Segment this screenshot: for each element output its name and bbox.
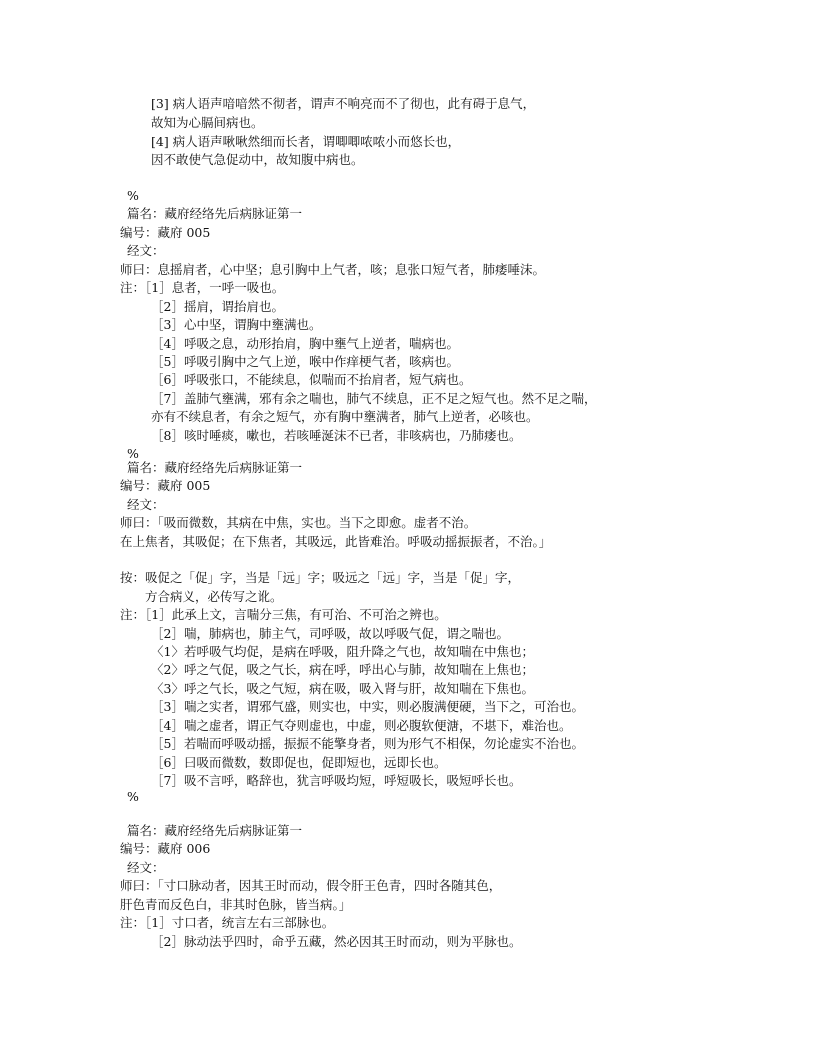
chapter-title: 篇名：藏府经络先后病脉证第一 xyxy=(127,460,303,475)
note-line: 〈2〉呼之气促，吸之气长，病在呼，呼出心与肺，故知喘在上焦也； xyxy=(151,662,534,677)
note-line: ［5］呼吸引胸中之气上逆，喉中作痒梗气者，咳病也。 xyxy=(151,354,459,369)
commentary-line: 按：吸促之「促」字，当是「远」字；吸远之「远」字，当是「促」字， xyxy=(120,570,521,585)
note-line: ［7］盖肺气壅满，邪有余之喘也，肺气不续息，正不足之短气也。然不足之喘， xyxy=(151,391,597,406)
note-line: ［8］咳时唾痰，嗽也，若咳唾涎沫不已者，非咳病也，乃肺痿也。 xyxy=(151,428,522,443)
note-line: 亦有不续息者，有余之短气，亦有胸中壅满者，肺气上逆者，必咳也。 xyxy=(151,409,539,424)
section-separator: % xyxy=(127,446,139,461)
entry-number: 编号：藏府 005 xyxy=(120,478,211,493)
commentary-line: 方合病义，必传写之讹。 xyxy=(145,589,283,604)
chapter-title: 篇名：藏府经络先后病脉证第一 xyxy=(127,823,303,838)
scripture-label: 经文： xyxy=(127,497,165,512)
section-separator: % xyxy=(127,188,139,203)
note-line: ［2］摇肩，谓抬肩也。 xyxy=(151,299,284,314)
note-line: ［5］若喘而呼吸动摇，振振不能擎身者，则为形气不相保，勿论虚实不治也。 xyxy=(151,736,584,751)
scripture-text: 肝色青而反色白，非其时色脉，皆当病。」 xyxy=(120,897,352,912)
entry-number: 编号：藏府 006 xyxy=(120,841,211,856)
note-line: [3] 病人语声喑喑然不彻者，谓声不响亮而不了彻也，此有碍于息气， xyxy=(151,96,536,111)
scripture-label: 经文： xyxy=(127,243,165,258)
note-line: 〈1〉若呼吸气均促，是病在呼吸，阻升降之气也，故知喘在中焦也； xyxy=(151,644,534,659)
note-line: ［2］喘，肺病也，肺主气，司呼吸，故以呼吸气促，谓之喘也。 xyxy=(151,626,509,641)
chapter-title: 篇名：藏府经络先后病脉证第一 xyxy=(127,206,303,221)
scripture-text: 师曰：息摇肩者，心中坚；息引胸中上气者，咳；息张口短气者，肺痿唾沫。 xyxy=(120,262,546,277)
note-line: ［3］心中坚，谓胸中壅满也。 xyxy=(151,317,322,332)
note-line: 故知为心膈间病也。 xyxy=(151,115,264,130)
note-line: 因不敢使气急促动中，故知腹中病也。 xyxy=(151,152,364,167)
note-line: ［3］喘之实者，谓邪气盛，则实也，中实，则必腹满便硬，当下之，可治也。 xyxy=(151,699,584,714)
note-line: ［4］喘之虚者，谓正气夺则虚也，中虚，则必腹软便溏，不堪下，难治也。 xyxy=(151,718,572,733)
note-line: ［6］曰吸而微数，数即促也，促即短也，远即长也。 xyxy=(151,755,447,770)
entry-number: 编号：藏府 005 xyxy=(120,225,211,240)
scripture-text: 师曰：「寸口脉动者，因其王时而动，假令肝王色青，四时各随其色， xyxy=(120,878,502,893)
note-line: 〈3〉呼之气长，吸之气短，病在吸，吸入肾与肝，故知喘在下焦也。 xyxy=(151,681,534,696)
note-line: [4] 病人语声啾啾然细而长者，谓唧唧哝哝小而悠长也， xyxy=(151,134,461,149)
scripture-text: 师曰：「吸而微数，其病在中焦，实也。当下之即愈。虚者不治。 xyxy=(120,515,477,530)
scripture-label: 经文： xyxy=(127,860,165,875)
note-line: ［6］呼吸张口，不能续息，似喘而不抬肩者，短气病也。 xyxy=(151,372,472,387)
note-line: ［4］呼吸之息，动形抬肩，胸中壅气上逆者，喘病也。 xyxy=(151,336,459,351)
note-line: 注：［1］息者，一呼一吸也。 xyxy=(120,280,285,295)
note-line: 注：［1］此承上文，言喘分三焦，有可治、不可治之辨也。 xyxy=(120,607,447,622)
note-line: ［2］脉动法乎四时，命乎五藏，然必因其王时而动，则为平脉也。 xyxy=(151,934,522,949)
note-line: 注：［1］寸口者，统言左右三部脉也。 xyxy=(120,915,335,930)
section-separator: % xyxy=(127,789,139,804)
scripture-text: 在上焦者，其吸促；在下焦者，其吸远，此皆难治。呼吸动摇振振者，不治。」 xyxy=(120,534,552,549)
note-line: ［7］吸不言呼，略辞也，犹言呼吸均短，呼短吸长，吸短呼长也。 xyxy=(151,773,522,788)
